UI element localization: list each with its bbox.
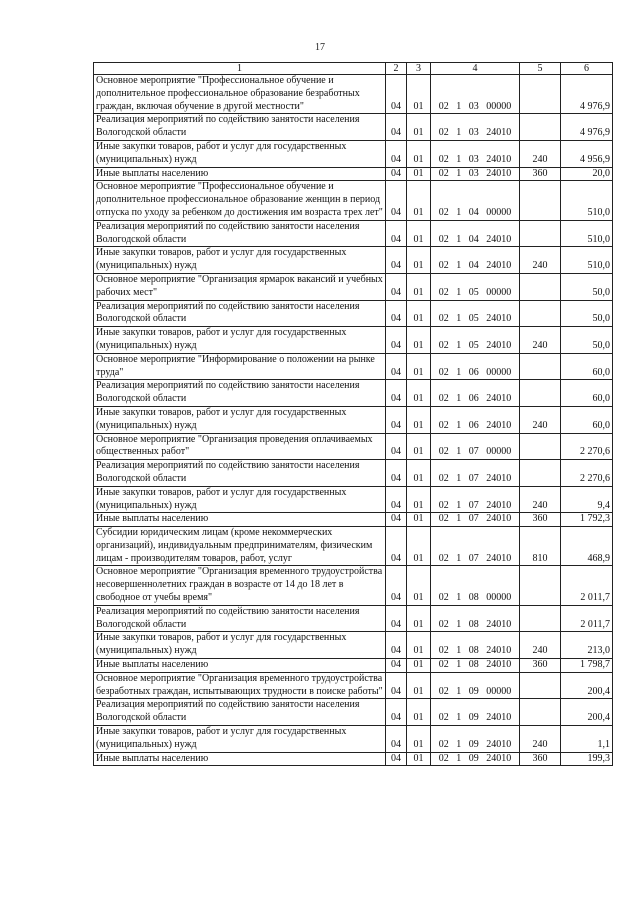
section-code: 04 <box>386 527 407 566</box>
section-code: 04 <box>386 672 407 699</box>
section-code: 04 <box>386 75 407 114</box>
subsection-code: 01 <box>407 406 431 433</box>
target-article-code: 02 1 07 24010 <box>431 486 520 513</box>
amount: 468,9 <box>561 527 613 566</box>
subsection-code: 01 <box>407 300 431 327</box>
expense-type-code: 240 <box>520 247 561 274</box>
section-code: 04 <box>386 659 407 673</box>
subsection-code: 01 <box>407 632 431 659</box>
subsection-code: 01 <box>407 566 431 605</box>
section-code: 04 <box>386 353 407 380</box>
target-article-code: 02 1 08 00000 <box>431 566 520 605</box>
table-row <box>94 220 613 247</box>
item-name: Реализация мероприятий по содействию занятости населения Вологодской области <box>94 605 386 632</box>
item-name: Иные закупки товаров, работ и услуг для государственных (муниципальных) нужд <box>94 247 386 274</box>
section-code: 04 <box>386 181 407 220</box>
subsection-code: 01 <box>407 380 431 407</box>
subsection-code: 01 <box>407 460 431 487</box>
item-name: Иные выплаты населению <box>94 167 386 181</box>
expense-type-code: 240 <box>520 406 561 433</box>
amount: 60,0 <box>561 353 613 380</box>
subsection-code: 01 <box>407 486 431 513</box>
expense-type-code <box>520 605 561 632</box>
amount: 4 956,9 <box>561 140 613 167</box>
table-row <box>94 486 613 513</box>
section-code: 04 <box>386 114 407 141</box>
target-article-code: 02 1 09 24010 <box>431 699 520 726</box>
target-article-code: 02 1 05 24010 <box>431 300 520 327</box>
amount: 200,4 <box>561 672 613 699</box>
section-code: 04 <box>386 605 407 632</box>
column-header-3: 3 <box>407 63 431 75</box>
column-header-2: 2 <box>386 63 407 75</box>
target-article-code: 02 1 06 24010 <box>431 380 520 407</box>
table-row <box>94 167 613 181</box>
target-article-code: 02 1 06 00000 <box>431 353 520 380</box>
item-name: Иные закупки товаров, работ и услуг для государственных (муниципальных) нужд <box>94 140 386 167</box>
subsection-code: 01 <box>407 699 431 726</box>
target-article-code: 02 1 09 24010 <box>431 752 520 766</box>
expense-type-code: 240 <box>520 486 561 513</box>
amount: 199,3 <box>561 752 613 766</box>
amount: 1 798,7 <box>561 659 613 673</box>
item-name: Иные закупки товаров, работ и услуг для государственных (муниципальных) нужд <box>94 632 386 659</box>
table-row <box>94 300 613 327</box>
column-header-5: 5 <box>520 63 561 75</box>
target-article-code: 02 1 07 24010 <box>431 527 520 566</box>
expense-type-code: 240 <box>520 726 561 753</box>
section-code: 04 <box>386 460 407 487</box>
column-header-1: 1 <box>94 63 386 75</box>
target-article-code: 02 1 05 24010 <box>431 327 520 354</box>
target-article-code: 02 1 03 24010 <box>431 167 520 181</box>
expense-type-code: 360 <box>520 513 561 527</box>
table-row <box>94 513 613 527</box>
item-name: Иные выплаты населению <box>94 659 386 673</box>
table-body <box>94 75 613 766</box>
item-name: Субсидии юридическим лицам (кроме некоммерческих организаций), индивидуальным предпринимателям, физическим лицам - производителям товаров, работ, услуг <box>94 527 386 566</box>
item-name: Основное мероприятие "Организация проведения оплачиваемых общественных работ" <box>94 433 386 460</box>
table-row <box>94 273 613 300</box>
subsection-code: 01 <box>407 513 431 527</box>
target-article-code: 02 1 03 24010 <box>431 140 520 167</box>
target-article-code: 02 1 03 24010 <box>431 114 520 141</box>
amount: 4 976,9 <box>561 114 613 141</box>
item-name: Реализация мероприятий по содействию занятости населения Вологодской области <box>94 380 386 407</box>
table-row <box>94 460 613 487</box>
table-row <box>94 527 613 566</box>
table-row <box>94 632 613 659</box>
section-code: 04 <box>386 726 407 753</box>
subsection-code: 01 <box>407 327 431 354</box>
table-row <box>94 327 613 354</box>
expense-type-code <box>520 566 561 605</box>
target-article-code: 02 1 04 00000 <box>431 181 520 220</box>
item-name: Иные выплаты населению <box>94 752 386 766</box>
expense-type-code <box>520 300 561 327</box>
table-row <box>94 247 613 274</box>
item-name: Реализация мероприятий по содействию занятости населения Вологодской области <box>94 460 386 487</box>
subsection-code: 01 <box>407 167 431 181</box>
column-header-4: 4 <box>431 63 520 75</box>
section-code: 04 <box>386 406 407 433</box>
item-name: Основное мероприятие "Информирование о положении на рынке труда" <box>94 353 386 380</box>
target-article-code: 02 1 04 24010 <box>431 247 520 274</box>
amount: 9,4 <box>561 486 613 513</box>
amount: 4 976,9 <box>561 75 613 114</box>
expense-type-code <box>520 114 561 141</box>
item-name: Иные закупки товаров, работ и услуг для государственных (муниципальных) нужд <box>94 486 386 513</box>
amount: 2 270,6 <box>561 460 613 487</box>
subsection-code: 01 <box>407 181 431 220</box>
item-name: Реализация мероприятий по содействию занятости населения Вологодской области <box>94 699 386 726</box>
item-name: Основное мероприятие "Организация временного трудоустройства безработных граждан, испытывающих трудности в поиске работы" <box>94 672 386 699</box>
expense-type-code: 360 <box>520 752 561 766</box>
subsection-code: 01 <box>407 726 431 753</box>
item-name: Реализация мероприятий по содействию занятости населения Вологодской области <box>94 220 386 247</box>
target-article-code: 02 1 08 24010 <box>431 659 520 673</box>
section-code: 04 <box>386 699 407 726</box>
item-name: Основное мероприятие "Организация временного трудоустройства несовершеннолетних граждан в возрасте от 14 до 18 лет в свободное от учебы время" <box>94 566 386 605</box>
subsection-code: 01 <box>407 752 431 766</box>
item-name: Иные закупки товаров, работ и услуг для государственных (муниципальных) нужд <box>94 406 386 433</box>
amount: 510,0 <box>561 181 613 220</box>
target-article-code: 02 1 09 24010 <box>431 726 520 753</box>
item-name: Реализация мероприятий по содействию занятости населения Вологодской области <box>94 114 386 141</box>
section-code: 04 <box>386 380 407 407</box>
section-code: 04 <box>386 433 407 460</box>
amount: 1,1 <box>561 726 613 753</box>
target-article-code: 02 1 08 24010 <box>431 632 520 659</box>
item-name: Основное мероприятие "Профессиональное обучение и дополнительное профессиональное образование безработных граждан, включая обучение в другой местности" <box>94 75 386 114</box>
amount: 1 792,3 <box>561 513 613 527</box>
expense-type-code <box>520 460 561 487</box>
target-article-code: 02 1 04 24010 <box>431 220 520 247</box>
page-number: 17 <box>315 42 325 53</box>
table-row <box>94 353 613 380</box>
table-row <box>94 140 613 167</box>
expense-type-code: 240 <box>520 327 561 354</box>
table-row <box>94 114 613 141</box>
item-name: Иные закупки товаров, работ и услуг для государственных (муниципальных) нужд <box>94 327 386 354</box>
table-header-row <box>94 63 613 75</box>
table-row <box>94 659 613 673</box>
section-code: 04 <box>386 247 407 274</box>
item-name: Иные выплаты населению <box>94 513 386 527</box>
table-row <box>94 406 613 433</box>
amount: 213,0 <box>561 632 613 659</box>
section-code: 04 <box>386 300 407 327</box>
table-row <box>94 699 613 726</box>
amount: 60,0 <box>561 380 613 407</box>
table-row <box>94 433 613 460</box>
amount: 200,4 <box>561 699 613 726</box>
budget-table <box>93 62 613 766</box>
amount: 2 270,6 <box>561 433 613 460</box>
expense-type-code <box>520 672 561 699</box>
expense-type-code <box>520 75 561 114</box>
expense-type-code: 360 <box>520 167 561 181</box>
subsection-code: 01 <box>407 247 431 274</box>
expense-type-code <box>520 353 561 380</box>
section-code: 04 <box>386 140 407 167</box>
amount: 60,0 <box>561 406 613 433</box>
section-code: 04 <box>386 632 407 659</box>
table-row <box>94 566 613 605</box>
amount: 510,0 <box>561 247 613 274</box>
section-code: 04 <box>386 752 407 766</box>
target-article-code: 02 1 07 00000 <box>431 433 520 460</box>
section-code: 04 <box>386 513 407 527</box>
amount: 2 011,7 <box>561 566 613 605</box>
expense-type-code <box>520 181 561 220</box>
section-code: 04 <box>386 220 407 247</box>
table-row <box>94 726 613 753</box>
amount: 2 011,7 <box>561 605 613 632</box>
expense-type-code: 810 <box>520 527 561 566</box>
target-article-code: 02 1 07 24010 <box>431 513 520 527</box>
amount: 50,0 <box>561 300 613 327</box>
target-article-code: 02 1 06 24010 <box>431 406 520 433</box>
subsection-code: 01 <box>407 659 431 673</box>
target-article-code: 02 1 09 00000 <box>431 672 520 699</box>
table-row <box>94 605 613 632</box>
expense-type-code <box>520 433 561 460</box>
column-header-6: 6 <box>561 63 613 75</box>
table-row <box>94 181 613 220</box>
item-name: Реализация мероприятий по содействию занятости населения Вологодской области <box>94 300 386 327</box>
target-article-code: 02 1 08 24010 <box>431 605 520 632</box>
subsection-code: 01 <box>407 433 431 460</box>
item-name: Основное мероприятие "Профессиональное обучение и дополнительное профессиональное образование женщин в период отпуска по уходу за ребенком до достижения им возраста трех лет" <box>94 181 386 220</box>
subsection-code: 01 <box>407 140 431 167</box>
subsection-code: 01 <box>407 114 431 141</box>
target-article-code: 02 1 05 00000 <box>431 273 520 300</box>
table-row <box>94 75 613 114</box>
amount: 510,0 <box>561 220 613 247</box>
amount: 50,0 <box>561 273 613 300</box>
target-article-code: 02 1 03 00000 <box>431 75 520 114</box>
table-row <box>94 752 613 766</box>
expense-type-code <box>520 220 561 247</box>
subsection-code: 01 <box>407 527 431 566</box>
amount: 20,0 <box>561 167 613 181</box>
item-name: Основное мероприятие "Организация ярмарок вакансий и учебных рабочих мест" <box>94 273 386 300</box>
subsection-code: 01 <box>407 220 431 247</box>
expense-type-code: 240 <box>520 632 561 659</box>
section-code: 04 <box>386 327 407 354</box>
target-article-code: 02 1 07 24010 <box>431 460 520 487</box>
subsection-code: 01 <box>407 273 431 300</box>
section-code: 04 <box>386 273 407 300</box>
subsection-code: 01 <box>407 605 431 632</box>
subsection-code: 01 <box>407 75 431 114</box>
expense-type-code <box>520 380 561 407</box>
expense-type-code <box>520 699 561 726</box>
section-code: 04 <box>386 566 407 605</box>
table-row <box>94 380 613 407</box>
amount: 50,0 <box>561 327 613 354</box>
section-code: 04 <box>386 167 407 181</box>
subsection-code: 01 <box>407 672 431 699</box>
section-code: 04 <box>386 486 407 513</box>
expense-type-code <box>520 273 561 300</box>
expense-type-code: 240 <box>520 140 561 167</box>
item-name: Иные закупки товаров, работ и услуг для государственных (муниципальных) нужд <box>94 726 386 753</box>
table-row <box>94 672 613 699</box>
expense-type-code: 360 <box>520 659 561 673</box>
subsection-code: 01 <box>407 353 431 380</box>
